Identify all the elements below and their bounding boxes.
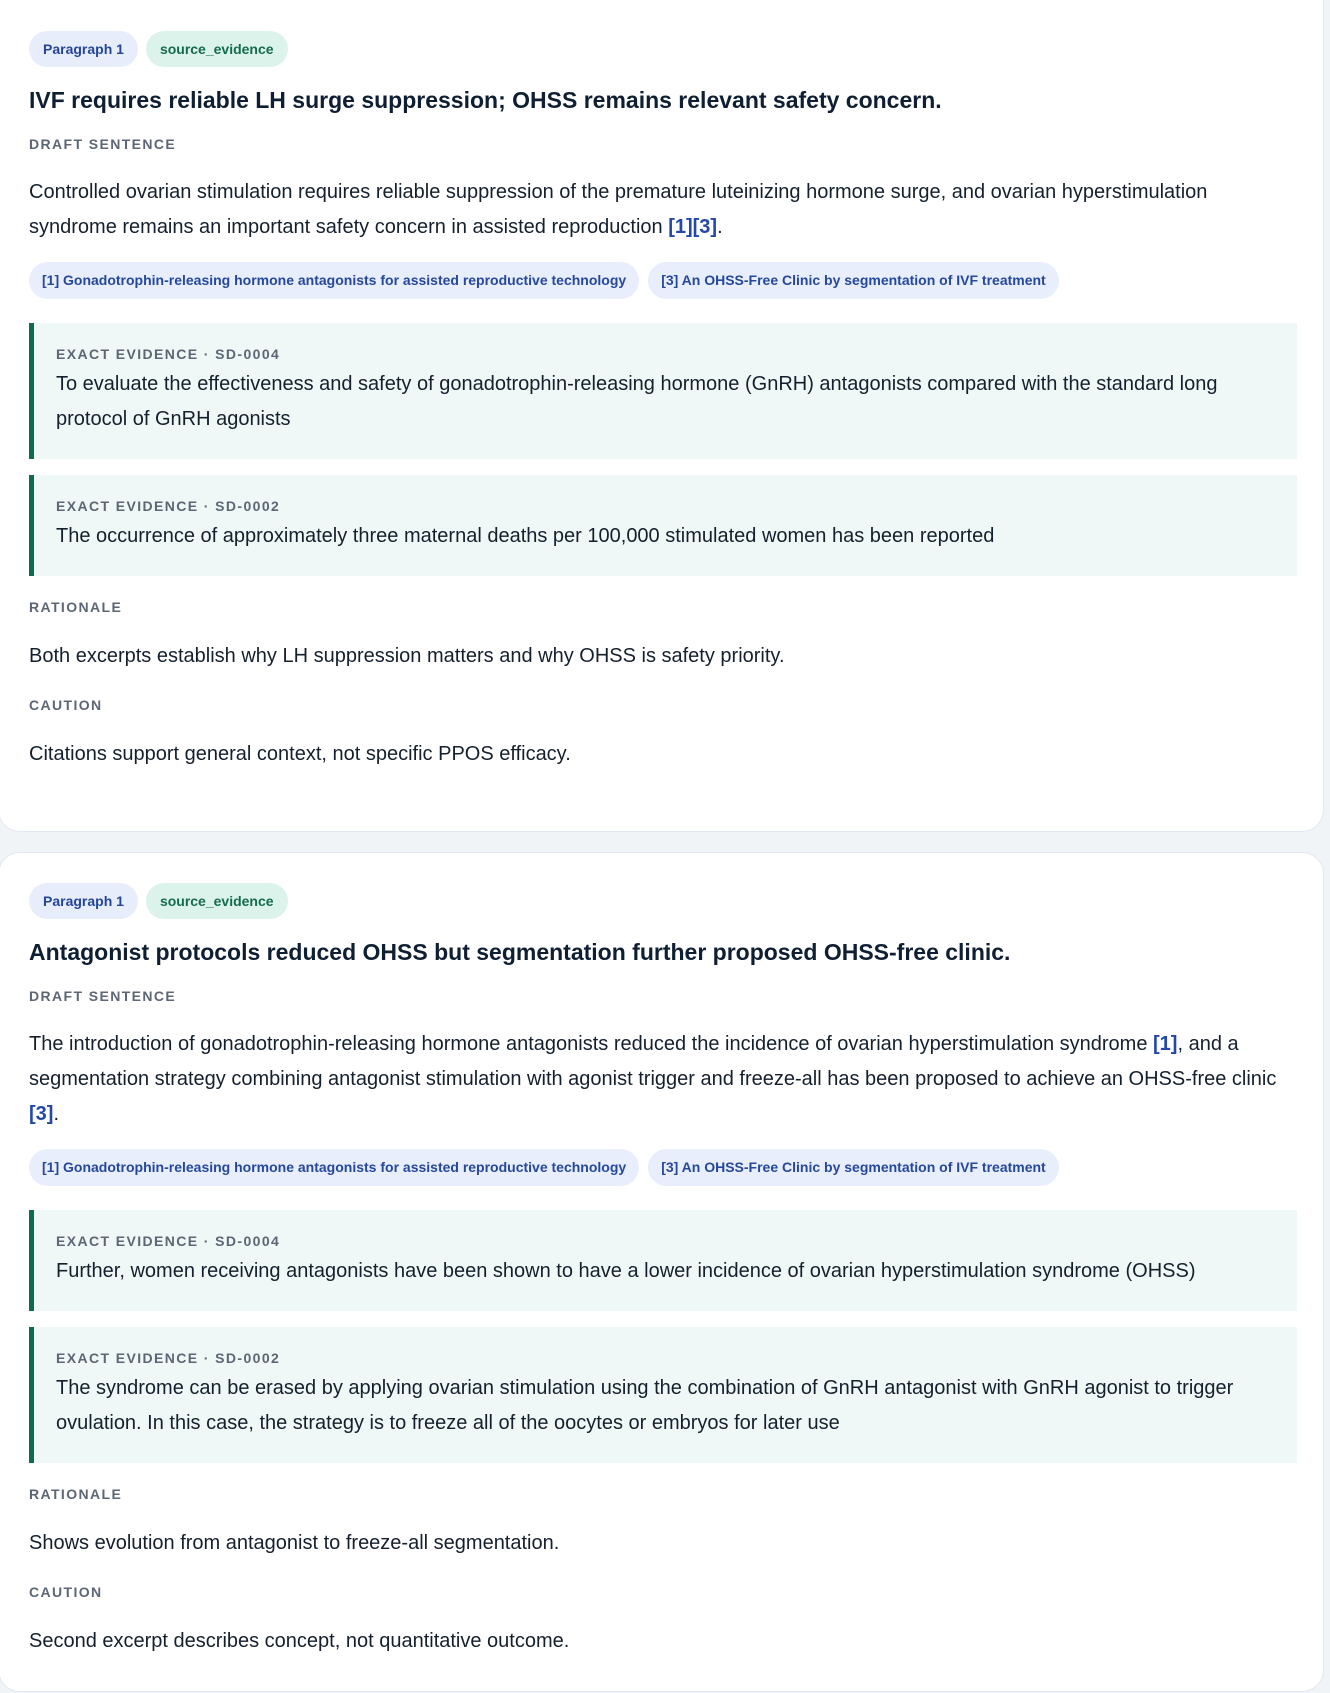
evidence-text: The occurrence of approximately three maternal deaths per 100,000 stimulated women has been reported xyxy=(56,525,995,547)
reference-pills xyxy=(29,1149,1293,1186)
draft-sentence-label: DRAFT SENTENCE xyxy=(29,136,177,152)
paragraph-chip[interactable]: Paragraph 1 xyxy=(29,31,138,67)
type-chip[interactable]: source_evidence xyxy=(146,883,288,919)
draft-text: The introduction of gonadotrophin-releasing hormone antagonists reduced the incidence of ovarian hyperstimulation syndrome xyxy=(29,1033,1154,1055)
reference-pill[interactable]: [3] An OHSS-Free Clinic by segmentation of IVF treatment xyxy=(648,262,1059,299)
reference-pills xyxy=(29,262,1293,299)
rationale-label: RATIONALE xyxy=(29,1486,123,1502)
citation-link[interactable]: [1] xyxy=(1153,1033,1178,1055)
card-title: Antagonist protocols reduced OHSS but segmentation further proposed OHSS-free clinic. xyxy=(29,939,1011,965)
draft-text: Controlled ovarian stimulation requires reliable suppression of the premature luteinizing hormone surge, and ovarian hyperstimulation syndrome remains an important safety concern in assisted reproduction xyxy=(29,181,1208,238)
citation-link[interactable]: [1][3] xyxy=(668,216,718,238)
evidence-text: The syndrome can be erased by applying ovarian stimulation using the combination of GnRH antagonist with GnRH agonist to trigger ovulation. In this case, the strategy is to freeze all of the oocytes or embryos for later use xyxy=(56,1377,1234,1434)
evidence-label: EXACT EVIDENCE · SD-0004 xyxy=(56,346,281,362)
rationale-label: RATIONALE xyxy=(29,599,123,615)
evidence-block xyxy=(29,323,1297,459)
paragraph-chip[interactable]: Paragraph 1 xyxy=(29,883,138,919)
reference-pill[interactable]: [1] Gonadotrophin-releasing hormone antagonists for assisted reproductive technology xyxy=(29,262,639,299)
draft-sentence xyxy=(29,1027,1293,1132)
evidence-block xyxy=(29,1327,1297,1463)
reference-pill[interactable]: [3] An OHSS-Free Clinic by segmentation of IVF treatment xyxy=(648,1149,1059,1186)
citation-link[interactable]: [3] xyxy=(29,1103,54,1125)
card-chips xyxy=(29,883,1293,919)
evidence-label: EXACT EVIDENCE · SD-0002 xyxy=(56,498,281,514)
reference-pill[interactable]: [1] Gonadotrophin-releasing hormone antagonists for assisted reproductive technology xyxy=(29,1149,639,1186)
caution-text: Citations support general context, not specific PPOS efficacy. xyxy=(29,743,571,765)
draft-text: , and a segmentation strategy combining antagonist stimulation with agonist trigger and freeze-all has been proposed to achieve an OHSS-free clinic xyxy=(29,1033,1277,1090)
evidence-text: To evaluate the effectiveness and safety of gonadotrophin-releasing hormone (GnRH) antagonists compared with the standard long protocol of GnRH agonists xyxy=(56,373,1218,430)
evidence-block xyxy=(29,1210,1297,1311)
draft-text: . xyxy=(53,1103,60,1125)
caution-label: CAUTION xyxy=(29,1584,103,1600)
rationale-text: Both excerpts establish why LH suppression matters and why OHSS is safety priority. xyxy=(29,645,785,667)
evidence-text: Further, women receiving antagonists have been shown to have a lower incidence of ovarian hyperstimulation syndrome (OHSS) xyxy=(56,1260,1196,1282)
evidence-card xyxy=(0,0,1324,832)
evidence-card xyxy=(0,852,1324,1692)
evidence-block xyxy=(29,475,1297,576)
draft-sentence xyxy=(29,175,1293,245)
evidence-label: EXACT EVIDENCE · SD-0004 xyxy=(56,1233,281,1249)
evidence-label: EXACT EVIDENCE · SD-0002 xyxy=(56,1350,281,1366)
card-title: IVF requires reliable LH surge suppression; OHSS remains relevant safety concern. xyxy=(29,87,942,113)
caution-text: Second excerpt describes concept, not quantitative outcome. xyxy=(29,1630,570,1652)
card-chips xyxy=(29,31,1293,67)
type-chip[interactable]: source_evidence xyxy=(146,31,288,67)
caution-label: CAUTION xyxy=(29,697,103,713)
draft-text: . xyxy=(717,216,723,238)
rationale-text: Shows evolution from antagonist to freeze-all segmentation. xyxy=(29,1532,560,1554)
draft-sentence-label: DRAFT SENTENCE xyxy=(29,988,177,1004)
